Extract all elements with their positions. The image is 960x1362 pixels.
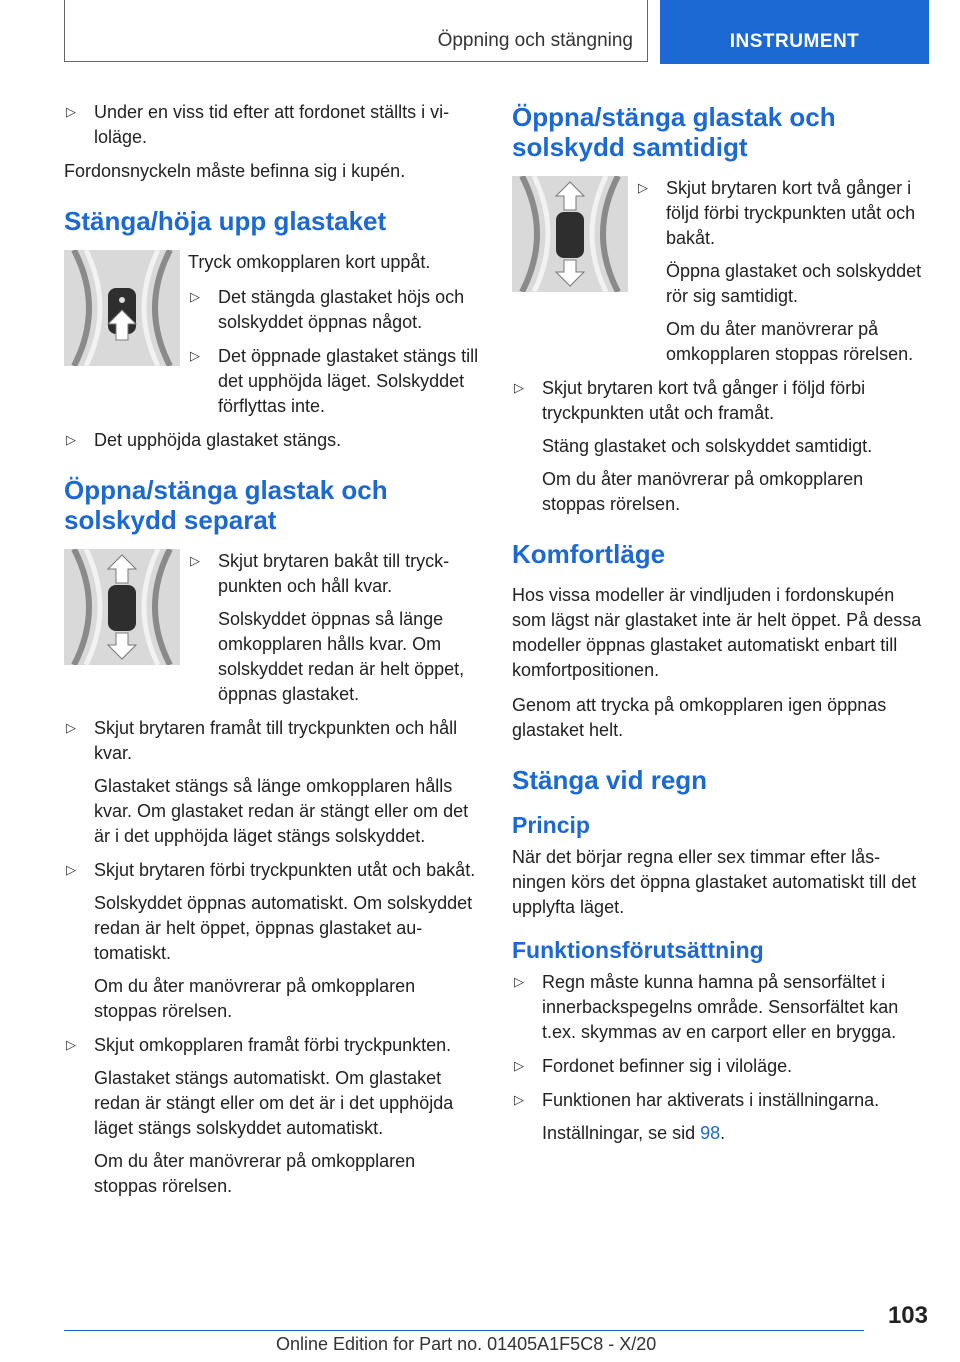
bullet-text: Det upphöjda glastaket stängs. — [94, 430, 342, 450]
reference-prefix: Inställningar, se sid — [542, 1123, 701, 1143]
list-item — [64, 100, 480, 150]
reference-suffix: . — [720, 1123, 726, 1143]
triangle-bullet-icon: ▷ — [190, 553, 200, 568]
bullet-text: Solskyddet öppnas automatiskt. Om solskyddet redan är helt öppet, öppnas glastaket automatiskt. — [94, 893, 473, 963]
list-item — [512, 1088, 928, 1146]
bullet-text: Skjut omkopplaren framåt förbi tryckpunkten. — [94, 1035, 452, 1055]
chapter-tab[interactable] — [660, 0, 929, 64]
triangle-bullet-icon: ▷ — [66, 862, 76, 877]
bullet-text: Det öppnade glastaket stängs till det upphöjda läget. Solskyddet förflyttas inte. — [218, 346, 479, 416]
bullet-text: Skjut brytaren framåt till tryckpunkten och håll kvar. — [94, 718, 458, 763]
bullet-text: Funktionen har aktiverats i inställningarna. — [542, 1090, 880, 1110]
list-item — [636, 176, 928, 367]
list-item — [64, 428, 480, 453]
paragraph: Tryck omkopplaren kort uppåt. — [188, 252, 431, 272]
paragraph: Genom att trycka på omkopplaren igen öppnas glastaket helt. — [512, 695, 887, 740]
bullet-text: Skjut brytaren kort två gånger i följd förbi tryckpunkten utåt och framåt. — [542, 378, 866, 423]
triangle-bullet-icon: ▷ — [638, 180, 648, 195]
bullet-text: Öppna glastaket och solskyddet rör sig samtidigt. — [666, 261, 922, 306]
figure-row — [512, 176, 928, 376]
heading-rain: Stänga vid regn — [512, 765, 708, 795]
heading-together: Öppna/stänga glastak och solskydd samtidigt — [512, 102, 836, 162]
bullet-text: Om du åter manövrerar på omkopplaren stoppas rörelsen. — [666, 319, 914, 364]
subheading-prerequisite: Funktionsförutsättning — [512, 937, 764, 963]
list-item — [64, 1033, 480, 1199]
bullet-text: Fordonet befinner sig i viloläge. — [542, 1056, 793, 1076]
triangle-bullet-icon: ▷ — [66, 104, 76, 119]
figure-text — [188, 549, 480, 716]
bullet-text: Om du åter manövrerar på omkopplaren stoppas rörelsen. — [542, 469, 864, 514]
bullet-text: Skjut brytaren kort två gånger i följd förbi tryckpunkten utåt och bakåt. — [666, 178, 916, 248]
bullet-text: Om du åter manövrerar på omkopplaren stoppas rörelsen. — [94, 976, 416, 1021]
list-item — [188, 285, 480, 335]
triangle-bullet-icon: ▷ — [514, 1058, 524, 1073]
page-header — [64, 0, 929, 64]
paragraph: Fordonsnyckeln måste befinna sig i kupén. — [64, 161, 406, 181]
section-title-box — [64, 0, 648, 62]
bullet-text: Solskyddet öppnas så länge omkopplaren hålls kvar. Om solskyddet redan är helt öppet, öppnas glastaket. — [218, 609, 465, 704]
paragraph: Hos vissa modeller är vindljuden i fordonskupén som lägst när glastaket inte är helt öppet. På dessa modeller öppnas glastaket automatiskt enbart till komfortpositionen. — [512, 585, 922, 680]
bullet-text: Det stängda glastaket höjs och solskyddet öppnas något. — [218, 287, 465, 332]
triangle-bullet-icon: ▷ — [514, 380, 524, 395]
edition-text: Online Edition for Part no. 01405A1F5C8 - X/20 — [276, 1334, 657, 1354]
footer-divider — [64, 1330, 864, 1331]
list-item — [512, 970, 928, 1045]
page-reference-link[interactable]: 98 — [700, 1123, 721, 1143]
triangle-bullet-icon: ▷ — [190, 289, 200, 304]
list-item — [188, 549, 480, 707]
heading-comfort: Komfortläge — [512, 539, 666, 569]
bullet-text: Stäng glastaket och solskyddet samtidigt. — [542, 436, 873, 456]
triangle-bullet-icon: ▷ — [514, 974, 524, 989]
switch-up-down-illustration — [64, 549, 180, 665]
list-item — [188, 344, 480, 419]
figure-row — [64, 250, 480, 428]
bullet-text: Glastaket stängs så länge omkopplaren hålls kvar. Om glastaket redan är stängt eller om det är i det upphöjda läget stängs solskyddet. — [94, 776, 469, 846]
triangle-bullet-icon: ▷ — [66, 432, 76, 447]
triangle-bullet-icon: ▷ — [66, 720, 76, 735]
bullet-text: Skjut brytaren bakåt till tryckpunkten och håll kvar. — [218, 551, 450, 596]
bullet-text: Skjut brytaren förbi tryckpunkten utåt och bakåt. — [94, 860, 476, 880]
list-item — [512, 1054, 928, 1079]
list-item — [64, 716, 480, 849]
page-number: 103 — [887, 1302, 928, 1329]
bullet-text — [542, 1121, 928, 1146]
bullet-text: Regn måste kunna hamna på sensorfältet i innerbackspegelns område. Sensorfältet kan t.ex. skymmas av en carport eller en brygga. — [542, 972, 899, 1042]
bullet-text: Under en viss tid efter att fordonet ställts i viloläge. — [94, 102, 450, 147]
chapter-tab-label: INSTRUMENT — [729, 31, 860, 52]
figure-text — [188, 250, 480, 428]
subheading-principle: Princip — [512, 812, 590, 838]
bullet-text: Glastaket stängs automatiskt. Om glastaket redan är stängt eller om det är i det upphöjda läget stängs solskyddet automatiskt. — [94, 1068, 454, 1138]
triangle-bullet-icon: ▷ — [514, 1092, 524, 1107]
left-column — [64, 100, 480, 1208]
list-item — [64, 858, 480, 1024]
right-column — [512, 100, 928, 1155]
switch-up-illustration — [64, 250, 180, 366]
switch-up-down-illustration — [512, 176, 628, 292]
heading-separate: Öppna/stänga glastak och solskydd separat — [64, 475, 388, 535]
paragraph: När det börjar regna eller sex timmar efter låsningen körs det öppna glastaket automatiskt till det upplyfta läget. — [512, 847, 917, 917]
heading-close-raise: Stänga/höja upp glastaket — [64, 206, 387, 236]
figure-text — [636, 176, 928, 376]
figure-row — [64, 549, 480, 716]
triangle-bullet-icon: ▷ — [190, 348, 200, 363]
triangle-bullet-icon: ▷ — [66, 1037, 76, 1052]
bullet-text: Om du åter manövrerar på omkopplaren stoppas rörelsen. — [94, 1151, 416, 1196]
list-item — [512, 376, 928, 517]
section-title: Öppning och stängning — [437, 30, 633, 51]
